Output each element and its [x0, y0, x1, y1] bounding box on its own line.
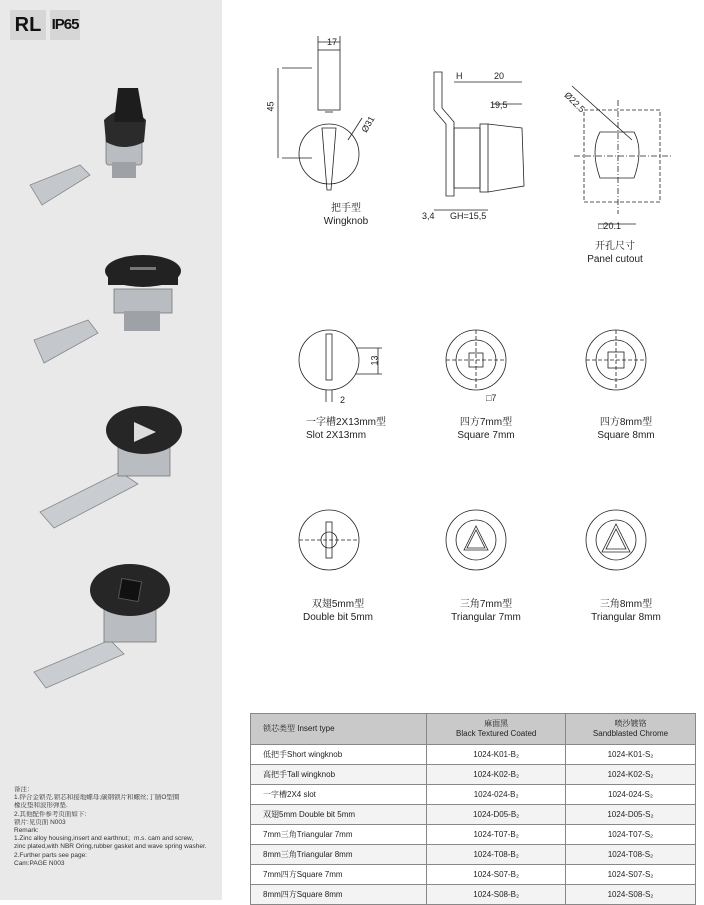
note-line: Cam:PAGE N003: [14, 859, 65, 867]
table-row: [251, 885, 696, 905]
square7-insert-drawing: [446, 330, 506, 390]
table-row: [251, 785, 696, 805]
note-line: 2.其他配件参考页面如下:: [14, 810, 87, 818]
ip-rating-badge: IP65: [50, 10, 80, 40]
note-line: 2.Further parts see page:: [14, 851, 87, 859]
table-cell: 1024-T08-B₂: [427, 845, 566, 865]
dim-label: 20: [494, 71, 505, 81]
table-cell: 1024-K02-S₂: [565, 765, 695, 785]
table-row: [251, 865, 696, 885]
triangular-lock-photo: [20, 400, 200, 530]
table-cell: 1024-S08-B₂: [427, 885, 566, 905]
note-line: Remark:: [14, 827, 39, 835]
table-cell: 1024-K01-S₂: [565, 745, 695, 765]
tri7-insert-drawing: [446, 510, 506, 570]
note-line: 橡皮垫和波形弹垫.: [14, 802, 68, 810]
note-line: 备注：: [14, 786, 34, 793]
table-cell: 一字槽2X4 slot: [251, 785, 427, 805]
table-header-row: [251, 714, 696, 745]
dim-label: □20.1: [598, 221, 621, 231]
caption-en: Triangular 7mm: [451, 612, 521, 623]
product-photo-sidebar: [0, 0, 222, 900]
dim-label: 19,5: [490, 100, 508, 110]
caption-en: Wingknob: [323, 216, 369, 227]
caption-en: Double bit 5mm: [302, 612, 374, 623]
table-cell: 1024-024-S₂: [565, 785, 695, 805]
table-row: [251, 805, 696, 825]
table-cell: 1024-T08-S₂: [565, 845, 695, 865]
caption-en: Slot 2X13mm: [306, 430, 367, 441]
table-cell: 高把手Tall wingknob: [251, 765, 427, 785]
dim-label: GH=15,5: [450, 211, 487, 221]
square8-caption: [586, 416, 666, 442]
table-cell: 1024-D05-S₂: [565, 805, 695, 825]
square8-insert-drawing: [586, 330, 646, 390]
table-cell: 8mm三角Triangular 8mm: [251, 845, 427, 865]
dim-label: 17: [327, 37, 338, 47]
table-cell: 1024-D05-B₂: [427, 805, 566, 825]
slot-insert-drawing: [299, 330, 382, 402]
table-cell: 1024-T07-B₂: [427, 825, 566, 845]
table-cell: 1024-S08-S₂: [565, 885, 695, 905]
header-sandblasted-chrome: 喷沙镀铬 Sandblasted Chrome: [565, 714, 695, 745]
tri8-caption: [586, 598, 666, 624]
slot-caption: [306, 416, 386, 442]
caption-cn: 四方8mm型: [599, 417, 653, 428]
table-row: [251, 765, 696, 785]
caption-cn: 双翅5mm型: [311, 599, 365, 610]
table-cell: 7mm四方Square 7mm: [251, 865, 427, 885]
dim-label: Ø22.5: [562, 89, 587, 115]
cutout-caption: [580, 240, 650, 266]
table-cell: 1024-024-B₂: [427, 785, 566, 805]
table-cell: 1024-S07-S₂: [565, 865, 695, 885]
caption-en: Square 7mm: [457, 430, 515, 441]
side-view-drawing: [434, 72, 524, 210]
slot-lock-photo: [20, 245, 200, 375]
table-cell: 8mm四方Square 8mm: [251, 885, 427, 905]
header-black-coated: 麻面黑 Black Textured Coated: [427, 714, 566, 745]
caption-cn: 把手型: [331, 203, 361, 214]
table-cell: 1024-T07-S₂: [565, 825, 695, 845]
caption-cn: 开孔尺寸: [595, 241, 635, 252]
caption-en: Square 8mm: [597, 430, 655, 441]
tri8-insert-drawing: [586, 510, 646, 570]
series-badge: RL: [10, 10, 46, 40]
square7-caption: [446, 416, 526, 442]
table-cell: 1024-S07-B₂: [427, 865, 566, 885]
wingknob-drawing: [278, 36, 362, 190]
wingknob-caption: [316, 202, 376, 228]
header-insert-type: 锁芯类型 Insert type: [251, 714, 427, 745]
table-cell: 低把手Short wingknob: [251, 745, 427, 765]
table-cell: 1024-K01-B₂: [427, 745, 566, 765]
dim-label: 3,4: [422, 211, 435, 221]
note-line: 1.锌合金锁壳,锁芯和接地螺母;碳钢锁片和螺丝;丁腈O型圈: [14, 794, 180, 802]
note-line: 1.Zinc alloy housing,insert and earthnut；m.s. cam and screw,: [14, 835, 194, 843]
table-row: [251, 825, 696, 845]
caption-cn: 一字槽2X13mm型: [306, 417, 387, 428]
tri7-caption: [446, 598, 526, 624]
table-row: [251, 745, 696, 765]
technical-drawings: [222, 0, 704, 700]
dim-label: □7: [486, 393, 497, 403]
table-row: [251, 845, 696, 865]
wingknob-lock-photo: [20, 80, 200, 210]
caption-en: Panel cutout: [587, 254, 643, 265]
table-cell: 7mm三角Triangular 7mm: [251, 825, 427, 845]
remarks-notes: [14, 786, 219, 868]
note-line: zinc plated,with NBR Oring,rubber gasket and wave spring washer.: [14, 843, 207, 851]
part-number-table: [250, 713, 696, 905]
dim-label: 13: [369, 355, 380, 366]
note-line: 锁片:见页面 N003: [14, 818, 66, 826]
double-bit-caption: [298, 598, 378, 624]
caption-cn: 三角8mm型: [599, 599, 653, 610]
dim-label: 2: [340, 395, 346, 405]
table-cell: 1024-K02-B₂: [427, 765, 566, 785]
caption-cn: 四方7mm型: [459, 417, 513, 428]
dim-label: Ø31: [359, 114, 377, 135]
square-lock-photo: [20, 560, 200, 690]
double-bit-insert-drawing: [299, 510, 359, 570]
dim-label: 45: [265, 101, 276, 112]
dim-label: H: [456, 71, 463, 81]
caption-en: Triangular 8mm: [591, 612, 661, 623]
caption-cn: 三角7mm型: [459, 599, 513, 610]
table-cell: 双翅5mm Double bit 5mm: [251, 805, 427, 825]
